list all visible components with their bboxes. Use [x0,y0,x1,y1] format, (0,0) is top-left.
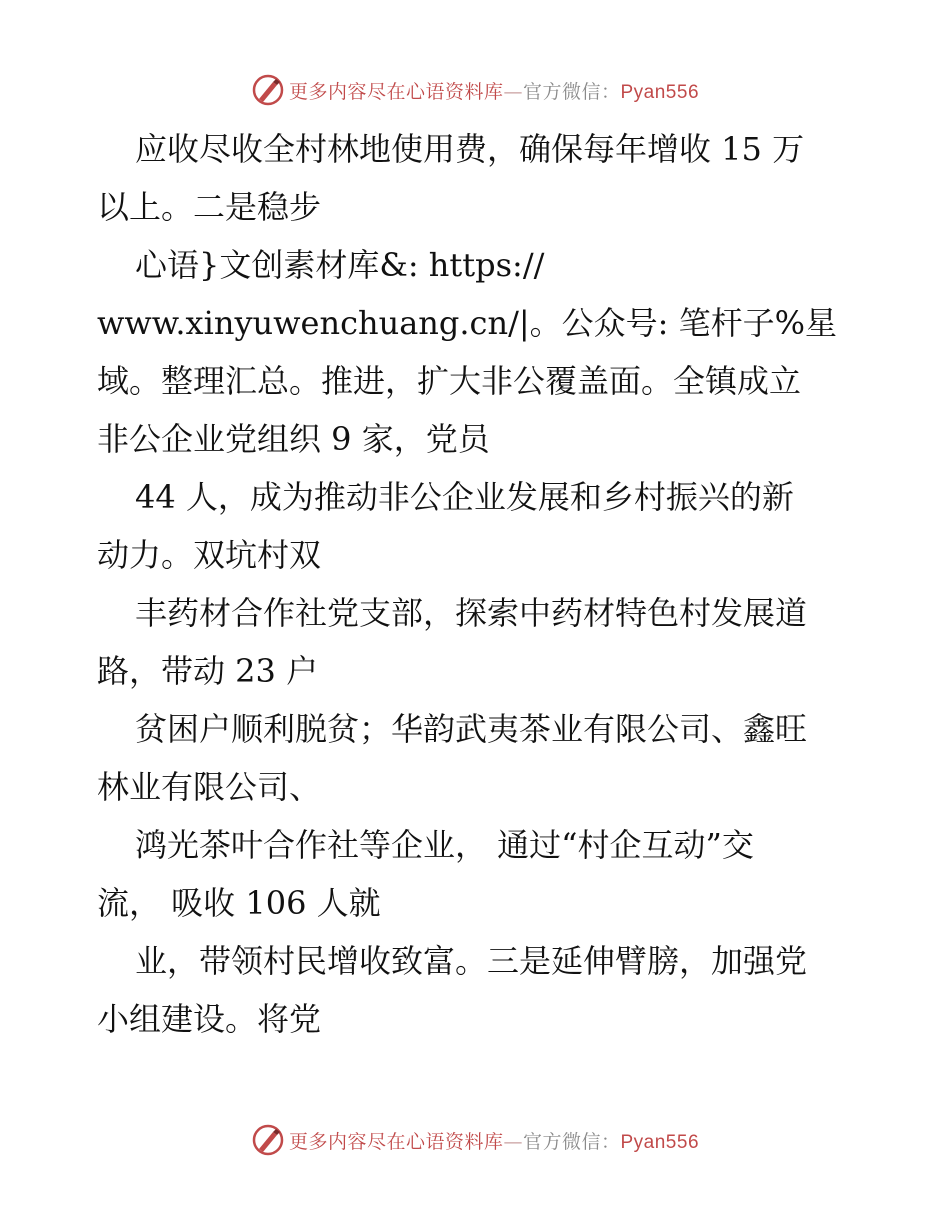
pen-logo-icon [251,73,285,107]
body-line: www.xinyuwenchuang.cn/|。公众号: 笔杆子%星 [97,304,838,342]
footer-banner-text [289,1127,699,1154]
footer-library-text: 更多内容尽在心语资料库 [288,1130,504,1153]
body-line: 鸿光茶叶合作社等企业， 通过“村企互动”交 [135,826,754,864]
document-body [97,120,857,1048]
body-line: 贫困户顺利脱贫；华韵武夷茶业有限公司、鑫旺 [135,710,808,748]
body-line: 非公企业党组织 9 家，党员 [97,420,490,458]
header-wechat-label: 官方微信： [522,80,621,103]
body-line: 动力。双坑村双 [97,536,322,574]
header-wechat-id: Pyan556 [620,81,700,103]
body-line: 小组建设。将党 [97,1000,322,1038]
body-line: 域。整理汇总。推进，扩大非公覆盖面。全镇成立 [97,362,802,400]
body-line: 44 人，成为推动非公企业发展和乡村振兴的新 [135,478,794,516]
footer-dash: — [503,1130,523,1153]
header-banner-text [289,77,699,104]
body-line: 流， 吸收 106 人就 [97,884,381,922]
footer-banner-content [251,1123,699,1157]
footer-banner [0,1120,950,1160]
body-line: 丰药材合作社党支部，探索中药材特色村发展道 [135,594,808,632]
body-line: 林业有限公司、 [97,768,322,806]
body-line: 以上。二是稳步 [97,188,322,226]
body-line: 业，带领村民增收致富。三是延伸臂膀，加强党 [135,942,808,980]
header-dash: — [503,80,523,103]
footer-wechat-id: Pyan556 [620,1131,700,1153]
body-line: 心语}文创素材库&: https:// [135,246,545,284]
footer-wechat-label: 官方微信： [522,1130,621,1153]
pen-logo-icon [251,1123,285,1157]
header-banner-content [251,73,699,107]
body-line: 路，带动 23 户 [97,652,319,690]
header-library-text: 更多内容尽在心语资料库 [288,80,504,103]
header-banner [0,70,950,110]
body-line: 应收尽收全村林地使用费，确保每年增收 15 万 [135,130,805,168]
